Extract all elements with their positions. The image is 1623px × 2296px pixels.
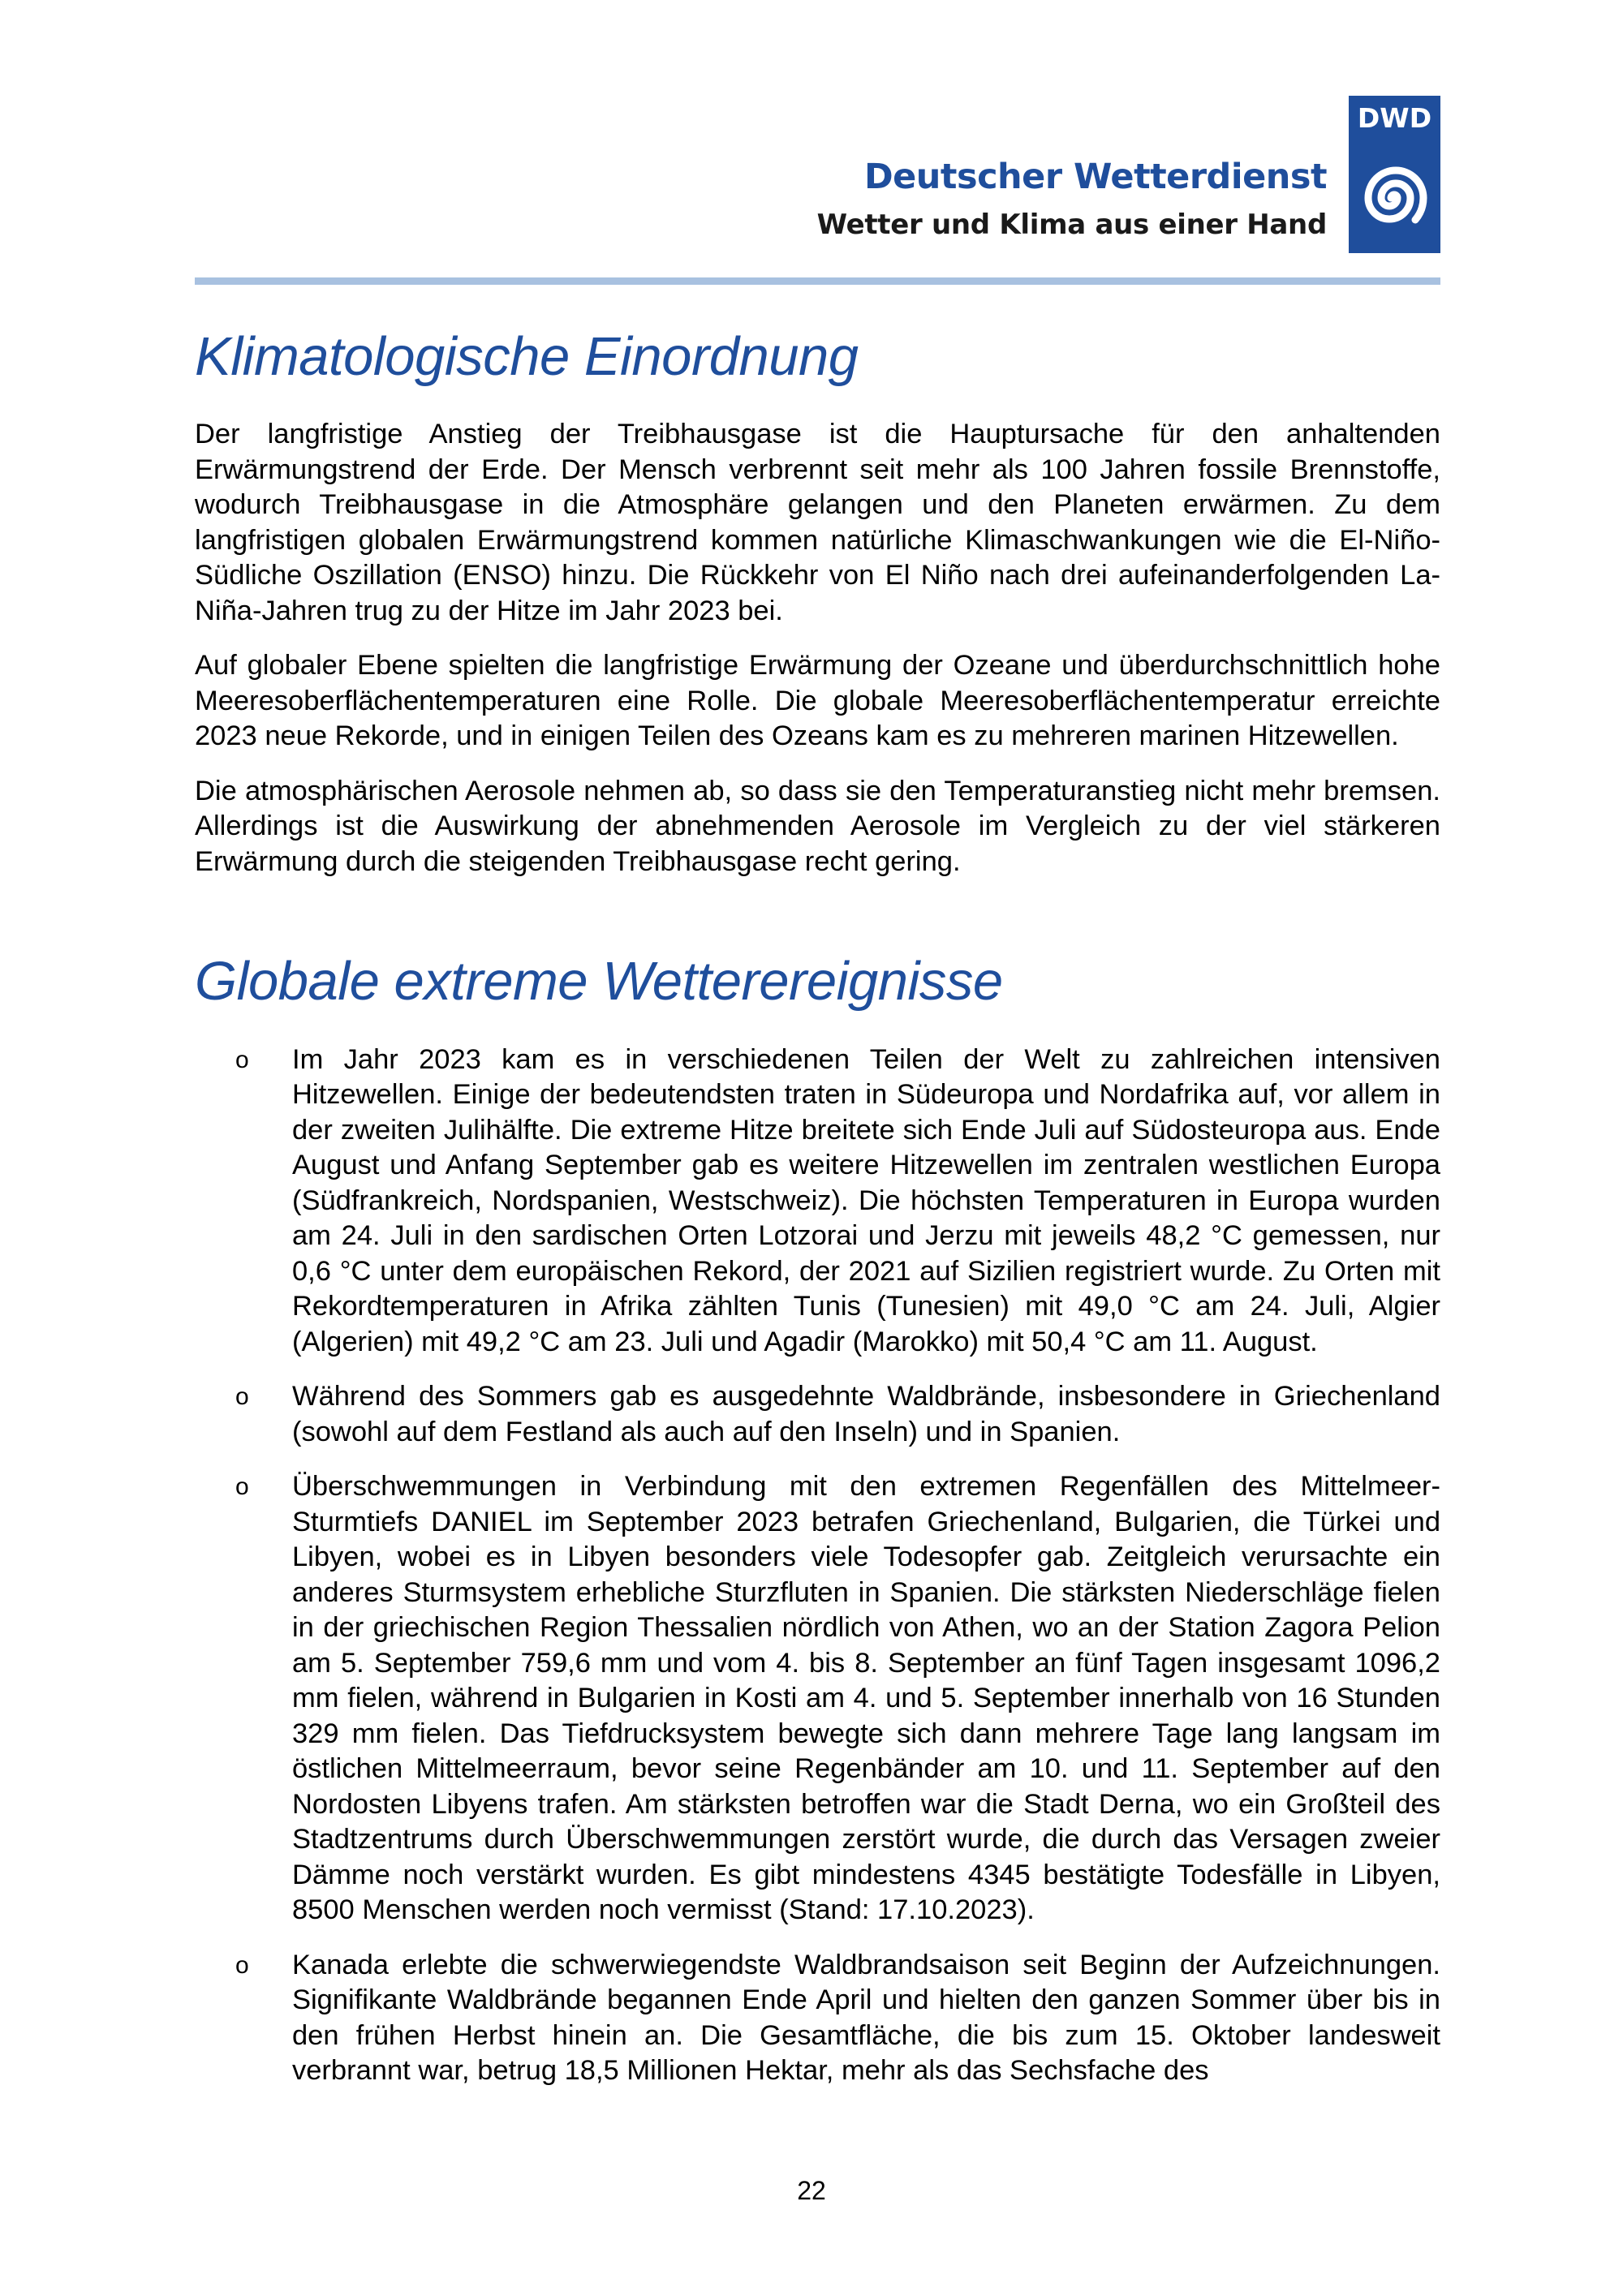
list-item-text: Während des Sommers gab es ausgedehnte Waldbrände, insbesondere in Griechenland (sowohl auf dem Festland als auch auf den Inseln) und in Spanien. — [292, 1381, 1440, 1447]
dwd-logo — [1349, 96, 1440, 253]
list-item — [195, 1948, 1440, 2089]
spiral-icon — [1354, 149, 1435, 240]
bullet-marker: o — [235, 1473, 249, 1501]
list-item-text: Im Jahr 2023 kam es in verschiedenen Teilen der Welt zu zahlreichen intensiven Hitzewellen. Einige der bedeutendsten traten in Südeuropa und Nordafrika auf, vor allem in der zweiten Julihälfte. Die extreme Hitze breitete sich Ende Juli auf Südosteuropa aus. Ende August und Anfang September gab es weitere Hitzewellen im zentralen westlichen Europa (Südfrankreich, Nordspanien, Westschweiz). Die höchsten Temperaturen in Europa wurden am 24. Juli in den sardischen Orten Lotzorai und Jerzu mit jeweils 48,2 °C gemessen, nur 0,6 °C unter dem europäischen Rekord, der 2021 auf Sizilien registriert wurde. Zu Orten mit Rekordtemperaturen in Afrika zählten Tunis (Tunesien) mit 49,0 °C am 24. Juli, Algier (Algerien) mit 49,2 °C am 23. Juli und Agadir (Marokko) mit 50,4 °C am 11. August. — [292, 1043, 1440, 1357]
org-name: Deutscher Wetterdienst — [863, 157, 1327, 197]
page-number: 22 — [797, 2176, 826, 2205]
paragraph: Auf globaler Ebene spielten die langfristige Erwärmung der Ozeane und überdurchschnittlich hohe Meeresoberflächentemperaturen eine Rolle. Die globale Meeresoberflächentemperatur erreichte 2023 neue Rekorde, und in einigen Teilen des Ozeans kam es zu mehreren marinen Hitzewellen. — [195, 650, 1440, 752]
paragraph: Die atmosphärischen Aerosole nehmen ab, so dass sie den Temperaturanstieg nicht mehr bremsen. Allerdings ist die Auswirkung der abnehmenden Aerosole im Vergleich zu der viel stärkeren Erwärmung durch die steigenden Treibhausgase recht gering. — [195, 775, 1440, 877]
list-item-text: Kanada erlebte die schwerwiegendste Waldbrandsaison seit Beginn der Aufzeichnungen. Signifikante Waldbrände begannen Ende April und hielten den ganzen Sommer über bis in den frühen Herbst hinein an. Die Gesamtfläche, die bis zum 15. Oktober landesweit verbrannt war, betrug 18,5 Millionen Hektar, mehr als das Sechsfache des — [292, 1949, 1440, 2087]
paragraph: Der langfristige Anstieg der Treibhausgase ist die Hauptursache für den anhaltenden Erwärmungstrend der Erde. Der Mensch verbrennt seit mehr als 100 Jahren fossile Brennstoffe, wodurch Treibhausgase in die Atmosphäre gelangen und den Planeten erwärmen. Zu dem langfristigen globalen Erwärmungstrend kommen natürliche Klimaschwankungen wie die El-Niño-Südliche Oszillation (ENSO) hinzu. Die Rückkehr von El Niño nach drei aufeinanderfolgenden La-Niña-Jahren trug zu der Hitze im Jahr 2023 bei. — [195, 419, 1440, 626]
page-header — [195, 0, 1440, 286]
event-list — [195, 1043, 1440, 2089]
logo-text: DWD — [1357, 102, 1432, 134]
bullet-marker: o — [235, 1951, 249, 1979]
bullet-marker: o — [235, 1383, 249, 1411]
bullet-marker: o — [235, 1046, 249, 1073]
page-content — [195, 325, 1440, 2109]
list-item-text: Überschwemmungen in Verbindung mit den extremen Regenfällen des Mittelmeer-Sturmtiefs DANIEL im September 2023 betrafen Griechenland, Bulgarien, die Türkei und Libyen, wobei es in Libyen besonders viele Todesopfer gab. Zeitgleich verursachte ein anderes Sturmsystem erhebliche Sturzfluten in Spanien. Die stärksten Niederschläge fielen in der griechischen Region Thessalien nördlich von Athen, wo an der Station Zagora Pelion am 5. September 759,6 mm und vom 4. bis 8. September an fünf Tagen insgesamt 1096,2 mm fielen, während in Bulgarien in Kosti am 4. und 5. September innerhalb von 16 Stunden 329 mm fielen. Das Tiefdrucksystem bewegte sich dann mehrere Tage lang langsam im östlichen Mittelmeerraum, bevor seine Regenbänder am 10. und 11. September auf den Nordosten Libyens trafen. Am stärksten betroffen war die Stadt Derna, wo ein Großteil des Stadtzentrums durch Überschwemmungen zerstört wurde, die durch das Versagen zweier Dämme noch verstärkt wurden. Es gibt mindestens 4345 bestätigte Todesfälle in Libyen, 8500 Menschen werden noch vermisst (Stand: 17.10.2023). — [292, 1471, 1440, 1926]
list-item — [195, 1043, 1440, 1361]
header-divider — [195, 277, 1440, 285]
section-title-klimatologische-einordnung: Klimatologische Einordnung — [195, 326, 859, 387]
section-title-globale-extreme-wetterereignisse: Globale extreme Wetterereignisse — [195, 951, 1003, 1013]
org-tagline: Wetter und Klima aus einer Hand — [816, 209, 1327, 241]
list-item — [195, 1469, 1440, 1928]
list-item — [195, 1379, 1440, 1450]
